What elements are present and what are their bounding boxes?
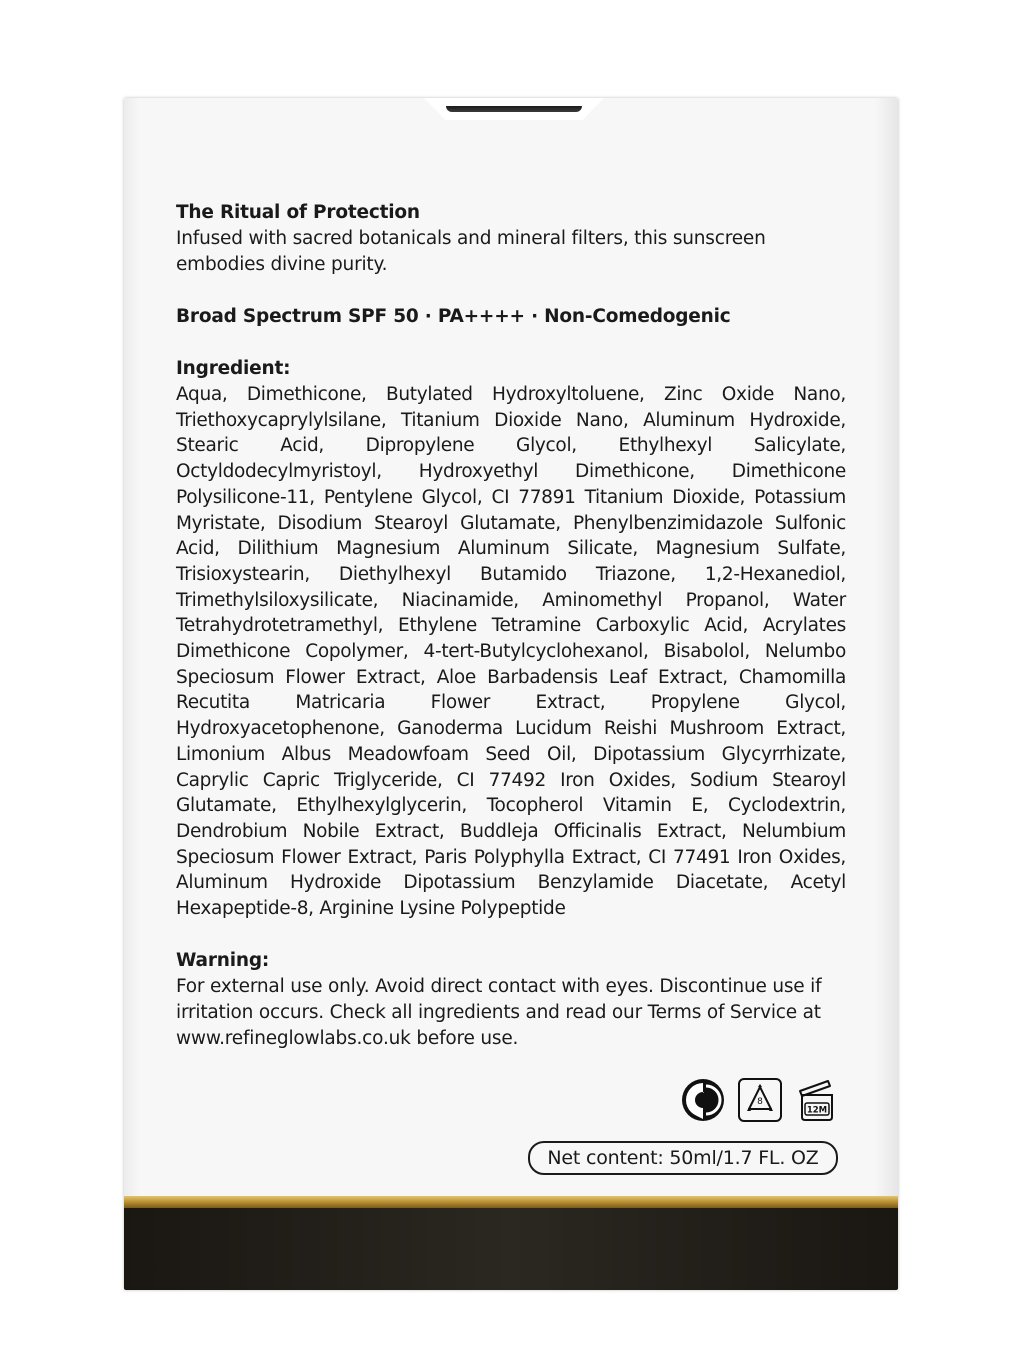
claims-line: Broad Spectrum SPF 50 · PA++++ · Non-Comedogenic (176, 306, 731, 327)
pao-icon (794, 1077, 840, 1123)
recycle-8-icon (737, 1077, 783, 1123)
dark-base-band (124, 1208, 898, 1290)
intro-heading: The Ritual of Protection (176, 202, 420, 223)
green-dot-icon (680, 1077, 726, 1123)
recycle-number: 8 (757, 1097, 763, 1107)
box-notch-edge (446, 106, 582, 112)
product-box-back (124, 98, 898, 1290)
net-content-badge: Net content: 50ml/1.7 FL. OZ (528, 1141, 838, 1175)
label-content (176, 200, 846, 1052)
ingredients-heading: Ingredient: (176, 358, 291, 379)
spacer (176, 922, 846, 948)
intro-text: Infused with sacred botanicals and mineral filters, this sunscreen embodies divine purity. (176, 228, 766, 275)
gold-stripe (124, 1196, 898, 1208)
ingredients-text: Aqua, Dimethicone, Butylated Hydroxyltoluene, Zinc Oxide Nano, Triethoxycaprylylsilane, Titanium Dioxide Nano, Aluminum Hydroxide, Stearic Acid, Dipropylene Glycol, Ethylhexyl Salicylate, Octyldodecylmyristoyl, Hydroxyethyl Dimethicone, Dimethicone Polysilicone-11, Pentylene Glycol, CI 77891 Titanium Dioxide, Potassium Myristate, Disodium Stearoyl Glutamate, Phenylbenzimidazole Sulfonic Acid, Dilithium Magnesium Aluminum Silicate, Magnesium Sulfate, Trisioxystearin, Diethylhexyl Butamido Triazone, 1,2-Hexanediol, Trimethylsiloxysilicate, Niacinamide, Aminomethyl Propanol, Water Tetrahydrotetramethyl, Ethylene Tetramine Carboxylic Acid, Acrylates Dimethicone Copolymer, 4-tert-Butylcyclohexanol, Bisabolol, Nelumbo Speciosum Flower Extract, Aloe Barbadensis Leaf Extract, Chamomilla Recutita Matricaria Flower Extract, Propylene Glycol, Hydroxyacetophenone, Ganoderma Lucidum Reishi Mushroom Extract, Limonium Albus Meadowfoam Seed Oil, Dipotassium Glycyrrhizate, Caprylic Capric Triglyceride, CI 77492 Iron Oxides, Sodium Stearoyl Glutamate, Ethylhexylglycerin, Tocopherol Vitamin E, Cyclodextrin, Dendrobium Nobile Extract, Buddleja Officinalis Extract, Nelumbium Speciosum Flower Extract, Paris Polyphylla Extract, CI 77491 Iron Oxides, Aluminum Hydroxide Dipotassium Benzylamide Diacetate, Acetyl Hexapeptide-8, Arginine Lysine Polypeptide (176, 384, 846, 920)
spacer (176, 278, 846, 304)
warning-heading: Warning: (176, 949, 270, 971)
spacer (176, 330, 846, 356)
pao-label: 12M (806, 1105, 828, 1116)
packaging-symbols (680, 1076, 840, 1124)
warning-text: For external use only. Avoid direct contact with eyes. Discontinue use if irritation occurs. Check all ingredients and read our Terms of Service at www.refineglowlabs.co.uk before use. (176, 975, 822, 1049)
